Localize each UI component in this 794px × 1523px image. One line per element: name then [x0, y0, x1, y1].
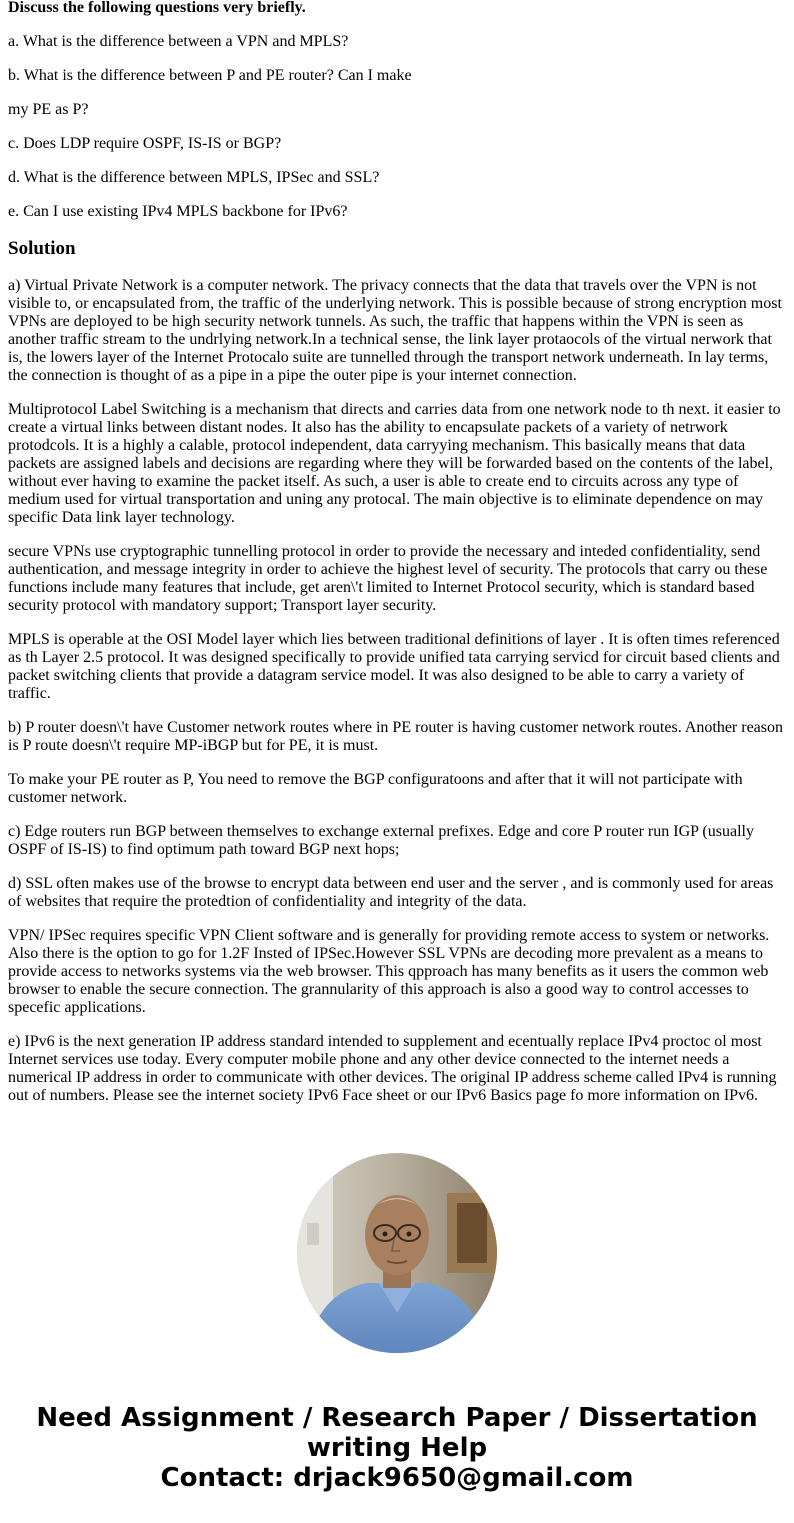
solution-paragraph: e) IPv6 is the next generation IP address standard intended to supplement and ecentually replace IPv4 proctoc ol most Internet services use today. Every computer mobile phone and any other device connected to the internet needs a numerical IP address in order to communicate with other devices. The original IP address scheme called IPv4 is running out of numbers. Please see the internet society IPv6 Face sheet or our IPv6 Basics page fo more information on IPv6.: [8, 1033, 777, 1104]
document-body: [8, 0, 786, 1121]
footer-banner: [0, 1403, 794, 1493]
solution-heading: Solution: [8, 238, 76, 259]
question-item-d: d. What is the difference between MPLS, IPSec and SSL?: [8, 169, 380, 186]
author-portrait-icon: [297, 1153, 497, 1353]
question-item-e: e. Can I use existing IPv4 MPLS backbone for IPv6?: [8, 203, 348, 220]
question-item-b: b. What is the difference between P and PE router? Can I make: [8, 67, 412, 84]
solution-paragraph: d) SSL often makes use of the browse to encrypt data between end user and the server , and is commonly used for areas of websites that require the protedtion of confidentiality and integrity of the data.: [8, 875, 774, 910]
question-item-a: a. What is the difference between a VPN and MPLS?: [8, 33, 349, 50]
solution-paragraph: a) Virtual Private Network is a computer network. The privacy connects that the data that travels over the VPN is not visible to, or encapsulated from, the traffic of the underlying network. This is possible because of strong encryption most VPNs are deployed to be high security network tunnels. As such, the traffic that happens within the VPN is seen as another traffic stream to the undrlying network.In a technical sense, the link layer protaocols of the virtual nerwork that is, the lowers layer of the Internet Protocalo suite are tunnelled through the transport network underneath. In lay terms, the connection is thought of as a pipe in a pipe the outer pipe is your internet connection.: [8, 277, 782, 384]
question-heading: Discuss the following questions very briefly.: [8, 0, 306, 16]
solution-paragraph: To make your PE router as P, You need to remove the BGP configuratoons and after that it will not participate with customer network.: [8, 771, 743, 806]
author-avatar: [297, 1153, 497, 1353]
question-item-c: c. Does LDP require OSPF, IS-IS or BGP?: [8, 135, 282, 152]
solution-paragraph: b) P router doesn\'t have Customer network routes where in PE router is having customer network routes. Another reason is P route doesn\'t require MP-iBGP but for PE, it is must.: [8, 719, 783, 754]
solution-paragraph: Multiprotocol Label Switching is a mechanism that directs and carries data from one network node to th next. it easier to create a virtual links between distant nodes. It also has the ability to encapsulate packets of a variety of netrwork protodcols. It is a highly a calable, protocol independent, data carryying mechanism. This basically means that data packets are assigned labels and decisions are regarding where they will be forwarded based on the contents of the label, without ever having to examine the packet itself. As such, a user is able to create end to circuits across any type of medium used for virtual transportation and uning any protocal. The main objective is to eliminate dependence on may specific Data link layer technology.: [8, 401, 781, 526]
solution-paragraph: VPN/ IPSec requires specific VPN Client software and is generally for providing remote access to system or networks. Also there is the option to go for 1.2F Insted of IPSec.However SSL VPNs are decoding more prevalent as a means to provide access to networks systems via the web browser. This qpproach has many benefits as it users the common web browser to enable the secure connection. The grannularity of this approach is also a good way to control accesses to specefic applications.: [8, 927, 770, 1016]
footer-line-1: Need Assignment / Research Paper / Dissertation: [36, 1403, 758, 1433]
footer-contact-line: Contact: drjack9650@gmail.com: [160, 1463, 634, 1493]
solution-paragraph: c) Edge routers run BGP between themselves to exchange external prefixes. Edge and core P router run IGP (usually OSPF of IS-IS) to find optimum path toward BGP next hops;: [8, 823, 754, 858]
question-item-b-continued: my PE as P?: [8, 101, 89, 118]
footer-line-2: writing Help: [306, 1433, 488, 1463]
solution-paragraph: MPLS is operable at the OSI Model layer which lies between traditional definitions of layer . It is often times referenced as th Layer 2.5 protocol. It was designed specifically to provide unified tata carrying servicd for circuit based clients and packet switching clients that provide a datagram service model. It was also designed to be able to carry a variety of traffic.: [8, 631, 780, 702]
solution-paragraph: secure VPNs use cryptographic tunnelling protocol in order to provide the necessary and inteded confidentiality, send authentication, and message integrity in order to achieve the highest level of security. The protocols that carry ou these functions include many features that include, get aren\'t limited to Internet Protocol security, which is standard based security protocol with mandatory support; Transport layer security.: [8, 543, 768, 614]
